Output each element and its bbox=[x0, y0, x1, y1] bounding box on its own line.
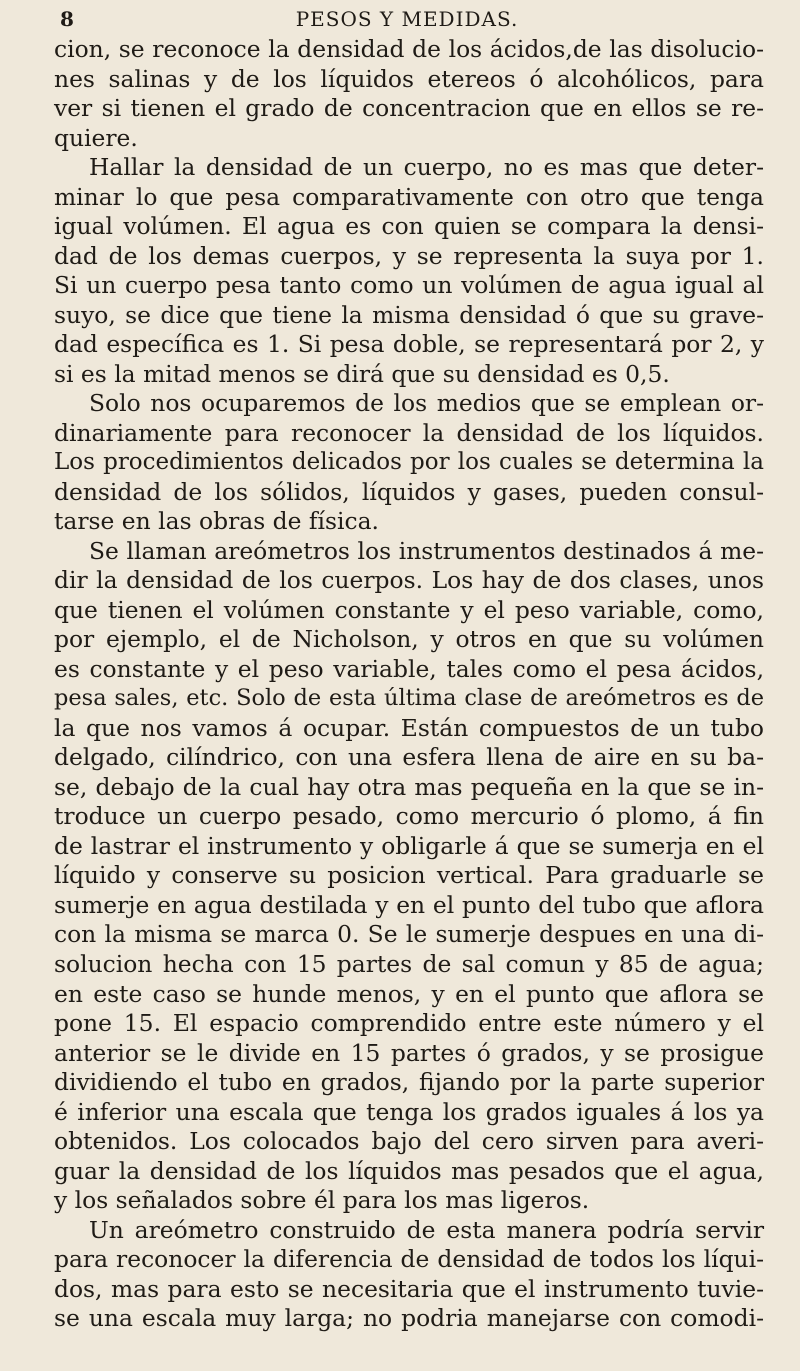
page-header bbox=[52, 6, 762, 32]
text-line: igual volúmen. El agua es con quien se compara la densi- bbox=[54, 212, 764, 241]
page-number: 8 bbox=[60, 7, 74, 31]
text-line: Se llaman areómetros los instrumentos destinados á me- bbox=[89, 536, 764, 565]
text-line: en este caso se hunde menos, y en el punto que aflora se bbox=[54, 979, 764, 1008]
text-line: pone 15. El espacio comprendido entre este número y el bbox=[54, 1009, 764, 1038]
text-line: de lastrar el instrumento y obligarle á que se sumerja en el bbox=[54, 831, 764, 860]
text-line: dividiendo el tubo en grados, fijando por la parte superior bbox=[54, 1068, 764, 1097]
text-line: é inferior una escala que tenga los grados iguales á los ya bbox=[54, 1097, 764, 1126]
text-line: para reconocer la diferencia de densidad de todos los líqui- bbox=[54, 1245, 764, 1274]
text-line: solucion hecha con 15 partes de sal comun y 85 de agua; bbox=[54, 949, 764, 978]
text-line: suyo, se dice que tiene la misma densidad ó que su grave- bbox=[54, 300, 764, 329]
text-line: nes salinas y de los líquidos etereos ó alcohólicos, para bbox=[54, 64, 764, 93]
text-line: tarse en las obras de física. bbox=[54, 507, 379, 536]
text-line: pesa sales, etc. Solo de esta última clase de areómetros es de bbox=[54, 685, 764, 712]
text-line: Los procedimientos delicados por los cuales se determina la bbox=[54, 449, 764, 476]
text-line: dad específica es 1. Si pesa doble, se representará por 2, y bbox=[54, 330, 764, 359]
text-line: dos, mas para esto se necesitaria que el instrumento tuvie- bbox=[54, 1274, 764, 1303]
text-line: ver si tienen el grado de concentracion que en ellos se re- bbox=[54, 94, 764, 123]
text-line: quiere. bbox=[54, 123, 138, 152]
text-line: si es la mitad menos se dirá que su densidad es 0,5. bbox=[54, 359, 670, 388]
running-head: PESOS Y MEDIDAS. bbox=[295, 7, 519, 31]
text-line: con la misma se marca 0. Se le sumerje despues en una di- bbox=[54, 920, 764, 949]
text-line: líquido y conserve su posicion vertical. Para graduarle se bbox=[54, 861, 764, 890]
body-text bbox=[54, 35, 764, 1334]
text-line: Hallar la densidad de un cuerpo, no es mas que deter- bbox=[89, 153, 764, 182]
text-line: sumerje en agua destilada y en el punto del tubo que aflora bbox=[54, 890, 764, 919]
text-line: se una escala muy larga; no podria manejarse con comodi- bbox=[54, 1304, 764, 1333]
text-line: por ejemplo, el de Nicholson, y otros en que su volúmen bbox=[54, 625, 764, 654]
text-line: delgado, cilíndrico, con una esfera llena de aire en su ba- bbox=[54, 743, 764, 772]
text-line: anterior se le divide en 15 partes ó grados, y se prosigue bbox=[54, 1038, 764, 1067]
text-line: dir la densidad de los cuerpos. Los hay de dos clases, unos bbox=[54, 566, 764, 595]
text-line: minar lo que pesa comparativamente con otro que tenga bbox=[54, 182, 764, 211]
text-line: que tienen el volúmen constante y el peso variable, como, bbox=[54, 595, 764, 624]
text-line: cion, se reconoce la densidad de los ácidos,de las disolucio- bbox=[54, 35, 764, 63]
text-line: es constante y el peso variable, tales como el pesa ácidos, bbox=[54, 654, 764, 683]
text-line: Si un cuerpo pesa tanto como un volúmen de agua igual al bbox=[54, 271, 764, 300]
text-line: y los señalados sobre él para los mas ligeros. bbox=[54, 1186, 590, 1215]
text-line: la que nos vamos á ocupar. Están compuestos de un tubo bbox=[54, 713, 764, 742]
text-line: dad de los demas cuerpos, y se representa la suya por 1. bbox=[54, 241, 764, 270]
text-line: dinariamente para reconocer la densidad de los líquidos. bbox=[54, 418, 764, 447]
text-line: obtenidos. Los colocados bajo del cero sirven para averi- bbox=[54, 1127, 764, 1156]
text-line: guar la densidad de los líquidos mas pesados que el agua, bbox=[54, 1156, 764, 1185]
text-line: se, debajo de la cual hay otra mas pequeña en la que se in- bbox=[54, 772, 764, 801]
text-line: Un areómetro construido de esta manera podría servir bbox=[89, 1215, 764, 1244]
text-line: densidad de los sólidos, líquidos y gases, pueden consul- bbox=[54, 477, 764, 506]
text-line: troduce un cuerpo pesado, como mercurio ó plomo, á fin bbox=[54, 802, 764, 831]
text-line: Solo nos ocuparemos de los medios que se emplean or- bbox=[89, 389, 764, 418]
